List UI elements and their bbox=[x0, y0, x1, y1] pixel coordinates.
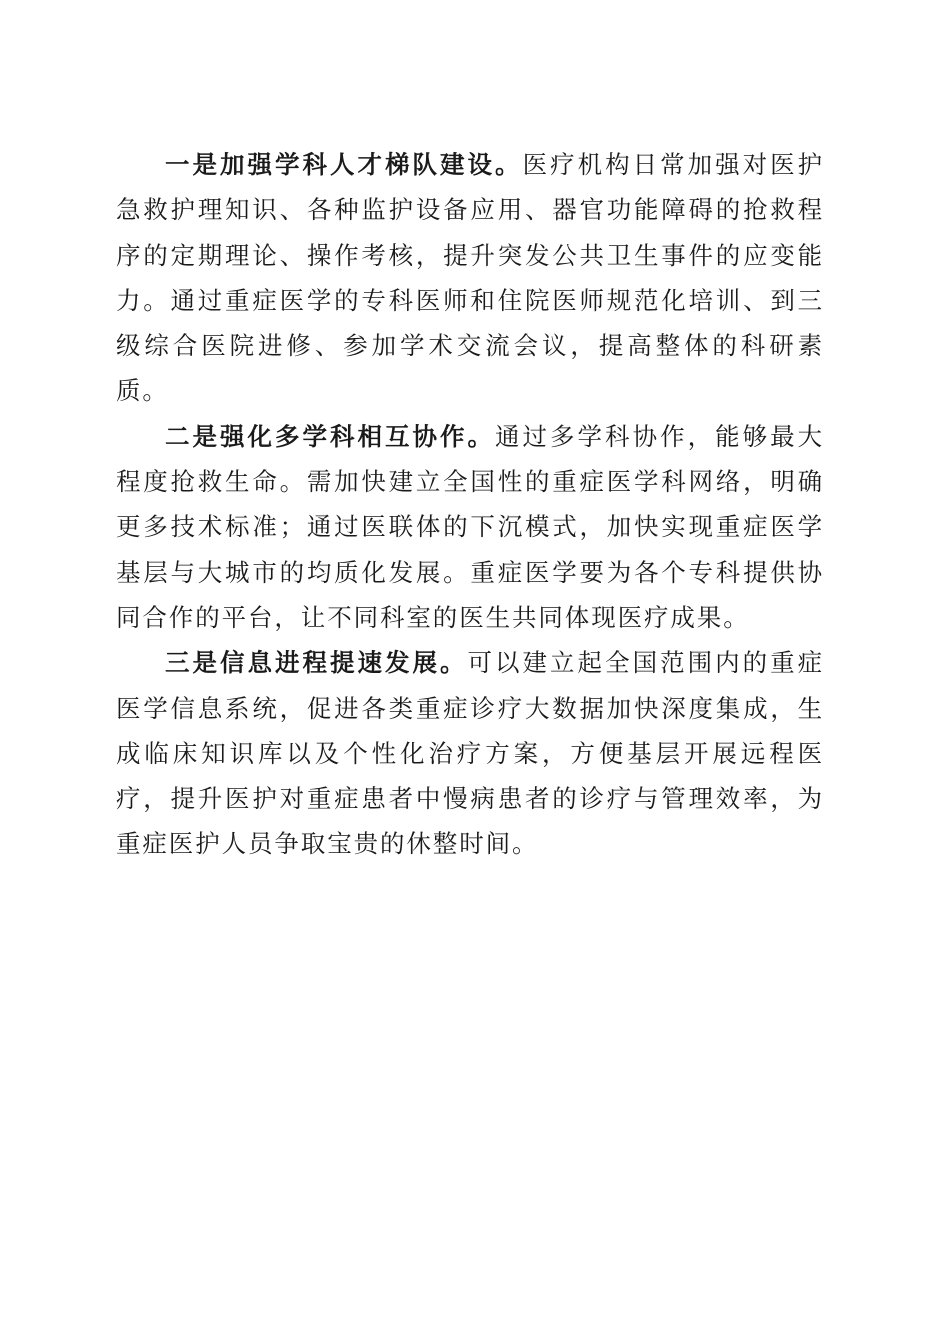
paragraph-multidisciplinary bbox=[116, 414, 824, 640]
paragraph-talent-team bbox=[116, 142, 824, 414]
paragraph-text: 通过多学科协作，能够最大程度抢救生命。需加快建立全国性的重症医学科网络，明确更多技术标准；通过医联体的下沉模式，加快实现重症医学基层与大城市的均质化发展。重症医学要为各个专科提供协同合作的平台，让不同科室的医生共同体现医疗成果。 bbox=[116, 421, 824, 632]
paragraph-informatization bbox=[116, 640, 824, 866]
document-body bbox=[116, 142, 824, 867]
paragraph-heading: 二是强化多学科相互协作。 bbox=[165, 421, 496, 451]
paragraph-heading: 三是信息进程提速发展。 bbox=[165, 648, 468, 678]
paragraph-heading: 一是加强学科人才梯队建设。 bbox=[165, 150, 523, 179]
paragraph-text: 可以建立起全国范围内的重症医学信息系统，促进各类重症诊疗大数据加快深度集成，生成临床知识库以及个性化治疗方案，方便基层开展远程医疗，提升医护对重症患者中慢病患者的诊疗与管理效率，为重症医护人员争取宝贵的休整时间。 bbox=[116, 648, 824, 859]
paragraph-text: 医疗机构日常加强对医护急救护理知识、各种监护设备应用、器官功能障碍的抢救程序的定期理论、操作考核，提升突发公共卫生事件的应变能力。通过重症医学的专科医师和住院医师规范化培训、到三级综合医院进修、参加学术交流会议，提高整体的科研素质。 bbox=[116, 150, 825, 406]
